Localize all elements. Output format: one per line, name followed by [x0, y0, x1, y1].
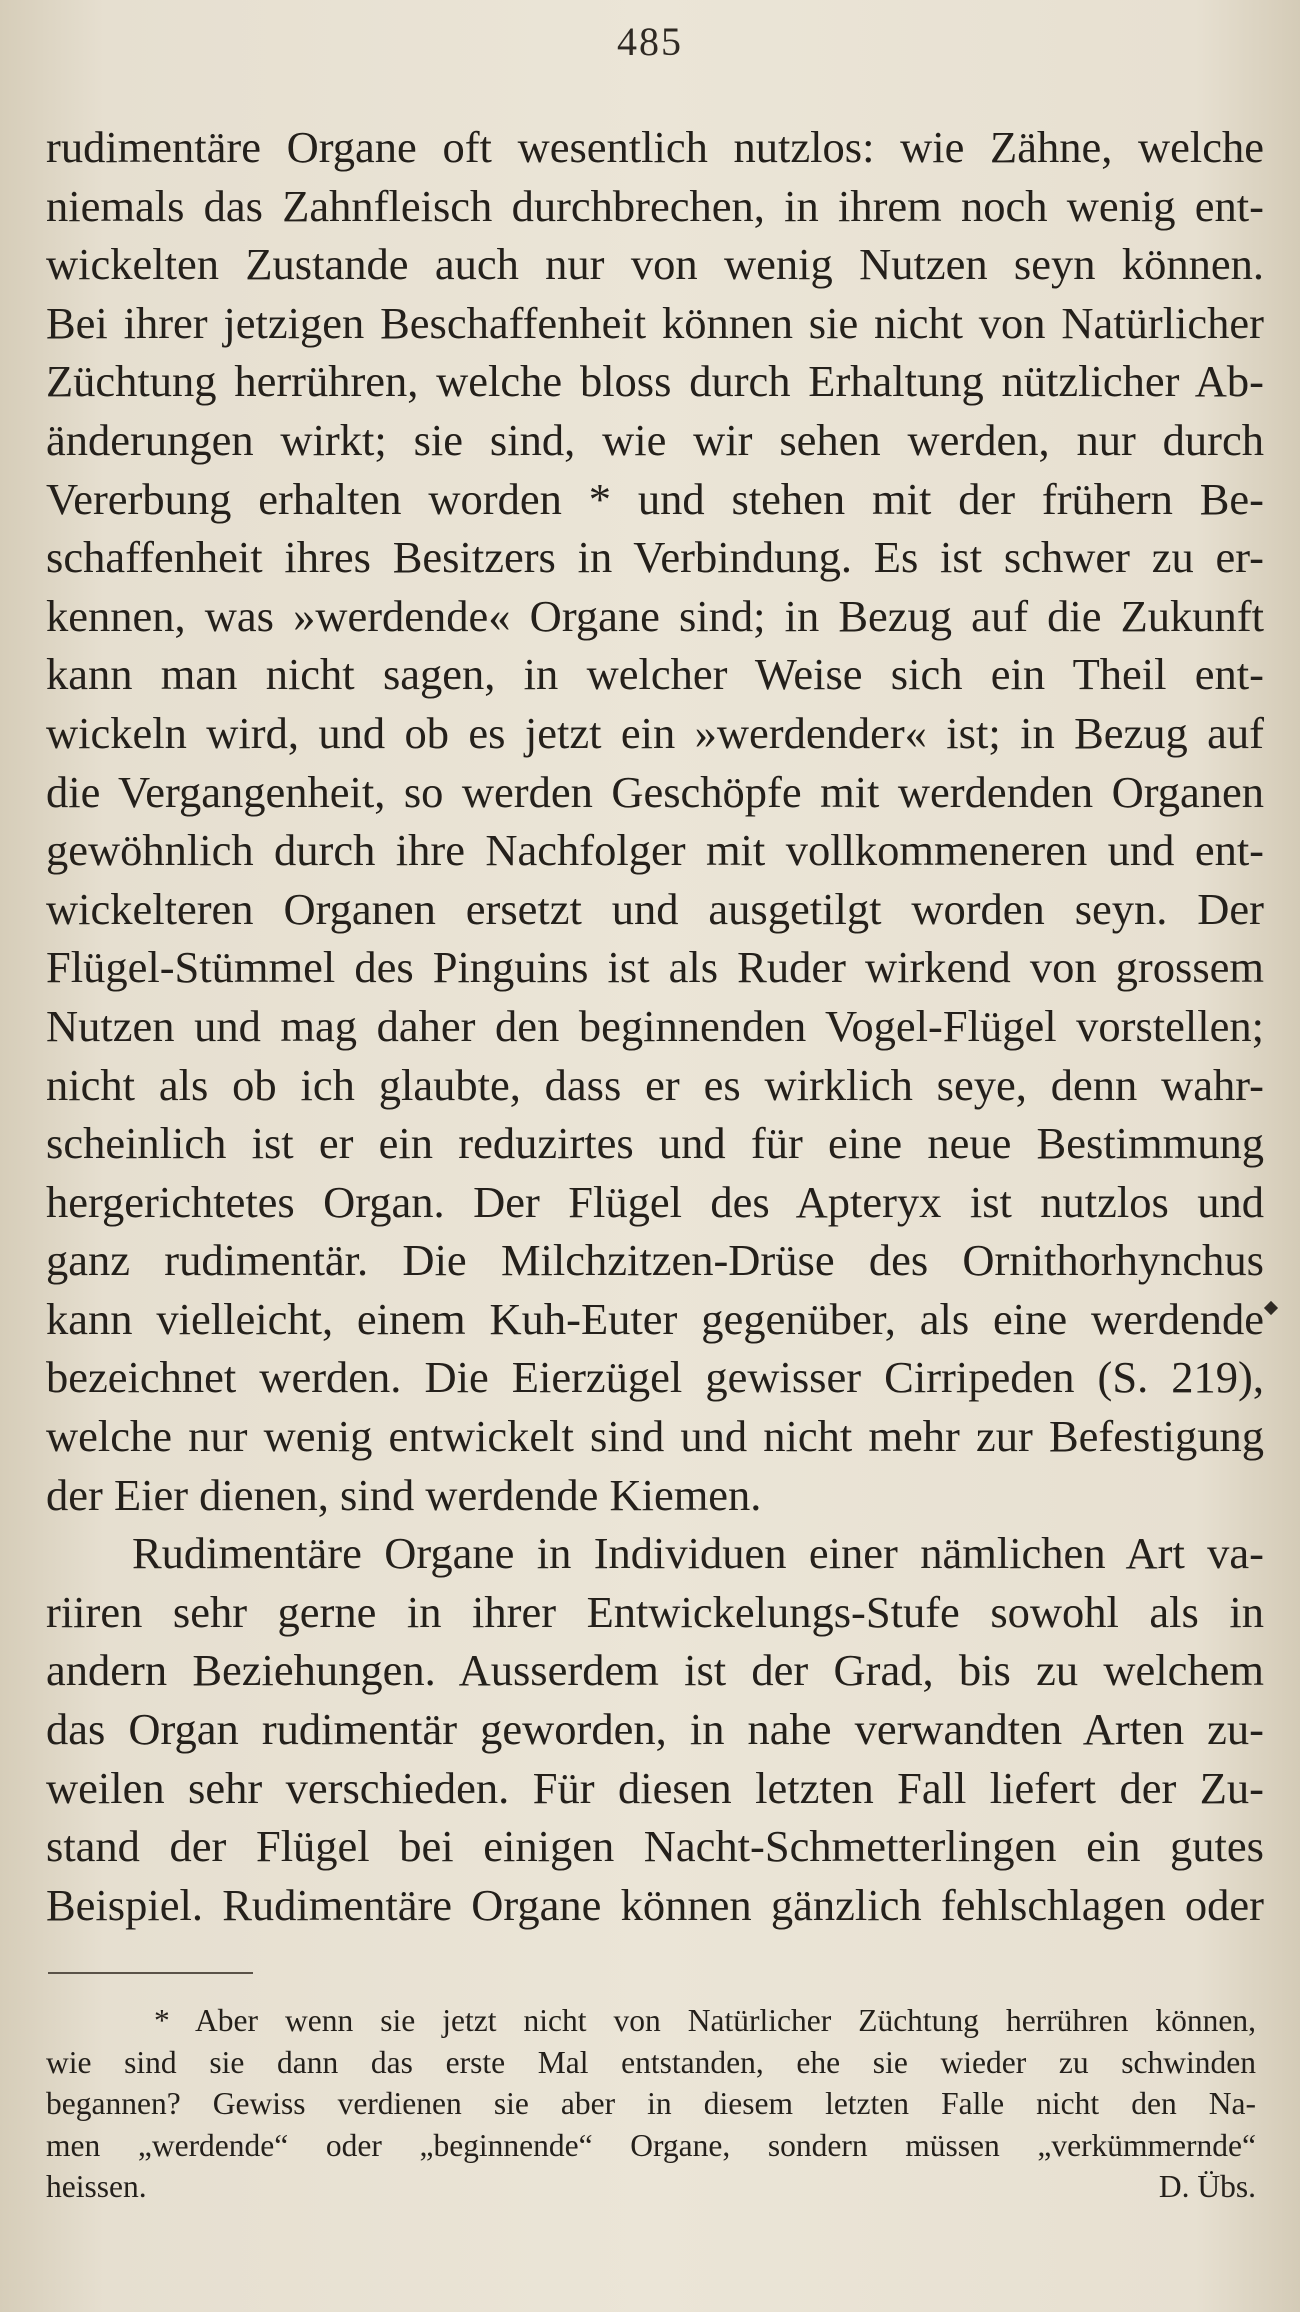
text-line: weilen sehr verschieden. Für diesen letzten Fall liefert der Zu- [46, 1762, 1264, 1813]
text-line: kann man nicht sagen, in welcher Weise sich ein Theil ent- [46, 649, 1264, 700]
main-text-block [46, 118, 1264, 1934]
footnote-divider [48, 1972, 253, 1974]
footnote-block [46, 2000, 1256, 2208]
text-line: Flügel-Stümmel des Pinguins ist als Ruder wirkend von grossem [46, 942, 1264, 993]
footnote-last-line [46, 2166, 1256, 2208]
text-line: bezeichnet werden. Die Eierzügel gewisser Cirripeden (S. 219), [46, 1352, 1264, 1403]
text-line: andern Beziehungen. Ausserdem ist der Grad, bis zu welchem [46, 1645, 1264, 1696]
text-line: scheinlich ist er ein reduzirtes und für eine neue Bestimmung [46, 1118, 1264, 1169]
text-line: schaffenheit ihres Besitzers in Verbindung. Es ist schwer zu er- [46, 532, 1264, 583]
text-line: wickelteren Organen ersetzt und ausgetilgt worden seyn. Der [46, 883, 1264, 934]
footnote-last-text: heissen. [46, 2169, 147, 2205]
text-line: nicht als ob ich glaubte, dass er es wirklich seye, denn wahr- [46, 1059, 1264, 1110]
text-line: wickeln wird, und ob es jetzt ein »werdender« ist; in Bezug auf [46, 707, 1264, 758]
text-line: niemals das Zahnfleisch durchbrechen, in ihrem noch wenig ent- [46, 180, 1264, 231]
text-line: wickelten Zustande auch nur von wenig Nutzen seyn können. [46, 239, 1264, 290]
text-line: kennen, was »werdende« Organe sind; in Bezug auf die Zukunft [46, 590, 1264, 641]
text-line: Bei ihrer jetzigen Beschaffenheit können sie nicht von Natürlicher [46, 297, 1264, 348]
text-line: das Organ rudimentär geworden, in nahe verwandten Arten zu- [46, 1704, 1264, 1755]
text-line: welche nur wenig entwickelt sind und nicht mehr zur Befestigung [46, 1411, 1264, 1462]
margin-mark [1264, 1301, 1278, 1315]
text-line: gewöhnlich durch ihre Nachfolger mit vollkommeneren und ent- [46, 825, 1264, 876]
text-line: der Eier dienen, sind werdende Kiemen. [46, 1469, 762, 1520]
text-line: rudimentäre Organe oft wesentlich nutzlos: wie Zähne, welche [46, 122, 1264, 172]
paragraph-start-line: Rudimentäre Organe in Individuen einer nämlichen Art va- [132, 1528, 1264, 1579]
page-number: 485 [617, 19, 683, 64]
footnote-line: men „werdende“ oder „beginnende“ Organe, sondern müssen „verkümmernde“ [46, 2127, 1256, 2163]
text-line: ganz rudimentär. Die Milchzitzen-Drüse des Ornithorhynchus [46, 1235, 1264, 1286]
text-line: stand der Flügel bei einigen Nacht-Schmetterlingen ein gutes [46, 1821, 1264, 1872]
text-line: Züchtung herrühren, welche bloss durch Erhaltung nützlicher Ab- [46, 356, 1264, 407]
text-line: die Vergangenheit, so werden Geschöpfe mit werdenden Organen [46, 766, 1264, 817]
footnote-line: * Aber wenn sie jetzt nicht von Natürlicher Züchtung herrühren können, [154, 2003, 1256, 2038]
text-line: änderungen wirkt; sie sind, wie wir sehen werden, nur durch [46, 414, 1264, 465]
footnote-signature: D. Übs. [1158, 2169, 1256, 2205]
footnote-line: wie sind sie dann das erste Mal entstanden, ehe sie wieder zu schwinden [46, 2044, 1256, 2080]
text-line: kann vielleicht, einem Kuh-Euter gegenüber, als eine werdende [46, 1293, 1264, 1344]
footnote-line: begannen? Gewiss verdienen sie aber in diesem letzten Falle nicht den Na- [46, 2086, 1256, 2122]
text-line: Nutzen und mag daher den beginnenden Vogel-Flügel vorstellen; [46, 1000, 1264, 1051]
text-line: hergerichtetes Organ. Der Flügel des Apteryx ist nutzlos und [46, 1176, 1264, 1227]
text-line: riiren sehr gerne in ihrer Entwickelungs-Stufe sowohl als in [46, 1586, 1264, 1637]
text-line: Beispiel. Rudimentäre Organe können gänzlich fehlschlagen oder [46, 1879, 1264, 1930]
text-line: Vererbung erhalten worden * und stehen mit der frühern Be- [46, 473, 1264, 524]
